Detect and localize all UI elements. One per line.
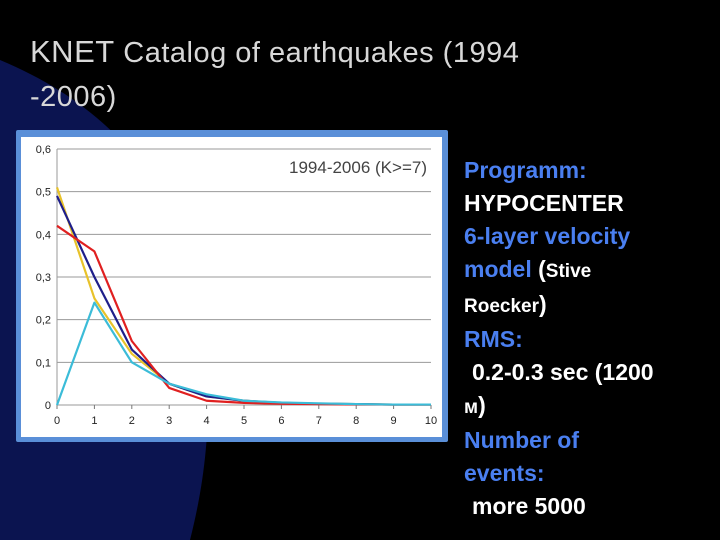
- model-line-2: [464, 253, 714, 288]
- rms-value-line-2: [464, 389, 714, 424]
- model-author-line: [464, 288, 714, 323]
- x-tick-label: 5: [240, 415, 248, 427]
- y-tick-label: 0,2: [35, 314, 51, 327]
- chart-annotation: 1994-2006 (K>=7): [289, 158, 427, 177]
- program-value: HYPOCENTER: [464, 190, 624, 216]
- y-tick-label: 0,1: [35, 357, 51, 370]
- x-tick-label: 1: [91, 415, 98, 427]
- y-tick-label: 0,3: [35, 272, 51, 284]
- title-keyword: KNET: [30, 34, 115, 69]
- y-tick-label: 0: [44, 400, 51, 412]
- chart-panel: [21, 137, 442, 437]
- line-chart: [21, 137, 442, 437]
- x-tick-label: 4: [203, 415, 210, 427]
- rms-unit: м: [464, 397, 479, 418]
- title-text-line2: -2006): [30, 81, 117, 113]
- model-line-1: 6-layer velocity: [464, 223, 631, 249]
- title-text: Catalog of earthquakes (1994: [114, 37, 520, 69]
- chart-frame: [16, 130, 448, 442]
- events-label-line-2: events:: [464, 460, 545, 486]
- x-tick-label: 8: [353, 415, 360, 427]
- model-label: model: [464, 256, 532, 282]
- y-tick-label: 0,4: [35, 229, 51, 242]
- y-tick-label: 0,5: [35, 186, 51, 199]
- x-tick-label: 0: [53, 415, 61, 427]
- program-label: Programm:: [464, 157, 587, 183]
- model-paren-open: (: [531, 256, 546, 282]
- x-tick-label: 10: [424, 415, 438, 427]
- x-tick-label: 2: [128, 415, 135, 427]
- x-tick-label: 3: [166, 415, 173, 427]
- info-sidebar: [464, 154, 714, 523]
- rms-label: RMS:: [464, 326, 523, 352]
- events-label-line-1: Number of: [464, 427, 579, 453]
- rms-paren-close: ): [478, 392, 486, 418]
- model-author-first: Stive: [545, 261, 592, 282]
- rms-value-line-1: 0.2-0.3 sec (1200: [472, 359, 654, 385]
- model-author-last: Roecker: [464, 296, 539, 317]
- slide-title: [30, 30, 690, 119]
- y-tick-label: 0,6: [35, 144, 51, 156]
- x-tick-label: 7: [315, 415, 322, 427]
- events-value: more 5000: [472, 493, 586, 519]
- x-tick-label: 9: [390, 415, 397, 427]
- model-paren-close: ): [539, 291, 547, 317]
- x-tick-label: 6: [278, 415, 285, 427]
